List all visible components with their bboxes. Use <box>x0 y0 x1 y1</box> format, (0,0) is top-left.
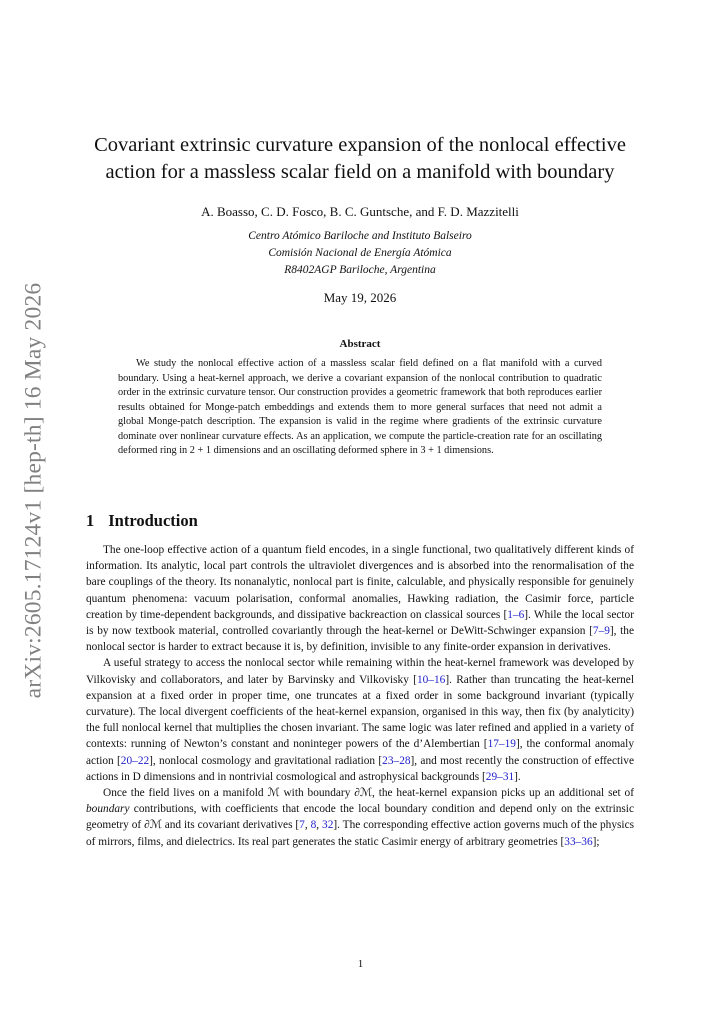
text-run: The one-loop effective action of a quantum field encodes, in a single functional, two qualitatively different kinds of information. Its analytic, local part controls the ultraviolet divergences and is absorbed into the renormalisation of the bare couplings of the theory. Its nonanalytic, nonlocal part is finite, calculable, and physically responsible for genuinely quantum phenomena: vacuum polarisation, conformal anomalies, Hawking radiation, the Casimir force, particle creation by time-dependent backgrounds, and dissipative backreaction on classical sources [ <box>86 544 634 621</box>
section-number: 1 <box>86 511 95 530</box>
date: May 19, 2026 <box>323 290 397 305</box>
text-run: A useful strategy to access the nonlocal sector while remaining within the heat-kernel framework was developed by Vilkovisky and collaborators, and later by Barvinsky and Vilkovisky [ <box>86 657 634 686</box>
paragraph <box>86 542 634 655</box>
affiliation-line: R8402AGP Bariloche, Argentina <box>284 264 436 276</box>
arxiv-id: arXiv:2605.17124v1 [hep-th] 16 May 2026 <box>20 282 47 698</box>
citation-link[interactable]: 7 <box>299 819 305 832</box>
emphasis: boundary <box>86 803 130 816</box>
text-run: Once the field lives on a manifold ℳ with boundary ∂ℳ, the heat-kernel expansion picks up an additional set of <box>103 787 634 800</box>
text-run: ], and most recently the construction of effective actions in D dimensions and in nontrivial cosmological and astrophysical backgrounds [ <box>86 754 634 783</box>
body-text <box>86 542 634 850</box>
text-run: ]. While the local sector is by now textbook material, controlled covariantly through the heat-kernel or DeWitt-Schwinger expansion [ <box>86 608 634 638</box>
text-run: ]; <box>592 835 600 848</box>
citation-link[interactable]: 17–19 <box>487 738 516 751</box>
section-title: Introduction <box>108 511 198 530</box>
paragraph <box>86 655 634 785</box>
citation-link[interactable]: 8 <box>310 819 317 832</box>
text-run: ], the conformal anomaly action [ <box>86 738 635 767</box>
text-run: , <box>304 819 311 832</box>
text-run: ]. <box>514 770 521 783</box>
citation-link[interactable]: 20–22 <box>120 754 150 767</box>
section-heading <box>86 511 198 531</box>
page-number: 1 <box>357 958 364 970</box>
affiliation <box>80 228 640 279</box>
abstract-heading: Abstract <box>339 338 381 350</box>
text-run: , <box>316 819 323 832</box>
citation-link[interactable]: 33–36 <box>564 835 593 848</box>
citation-link[interactable]: 29–31 <box>485 770 515 783</box>
arxiv-stamp <box>14 282 54 698</box>
affiliation-line: Comisión Nacional de Energía Atómica <box>268 247 452 259</box>
citation-link[interactable]: 10–16 <box>416 673 446 686</box>
text-run: ]. The corresponding effective action governs much of the physics of mirrors, films, and dielectrics. Its real part generates the static Casimir energy of arbitrary geometries [ <box>86 819 635 848</box>
citation-link[interactable]: 32 <box>322 819 334 832</box>
text-run: ], the nonlocal sector is harder to extract because it is, by definition, invisible to any finite-order expansion in derivatives. <box>86 625 635 654</box>
citation-link[interactable]: 7–9 <box>592 625 610 638</box>
paper-title: Covariant extrinsic curvature expansion of the nonlocal effective action for a massless scalar field on a manifold with boundary <box>94 134 626 183</box>
abstract-text: We study the nonlocal effective action of a massless scalar field defined on a flat manifold with a curved boundary. Using a heat-kernel approach, we derive a covariant expansion of the nonlocal contribution to quadratic order in the extrinsic curvature tensor. Our construction provides a geometric framework that both reproduces earlier results obtained for Monge-patch embeddings and extends them to more general surfaces that need not admit a global Monge-patch description. The expansion is valid in the regime where gradients of the extrinsic curvature dominate over nonlinear curvature effects. As an application, we compute the particle-creation rate for an oscillating deformed ring in 2 + 1 dimensions and an oscillating deformed sphere in 3 + 1 dimensions. <box>118 358 602 456</box>
citation-link[interactable]: 1–6 <box>507 608 525 621</box>
paragraph <box>86 785 634 850</box>
text-run: ], nonlocal cosmology and gravitational radiation [ <box>149 754 383 767</box>
text-run: ]. Rather than truncating the heat-kernel expansion at a fixed order in proper time, one truncates at a fixed order in some background invariant (typically curvature). The local divergent coefficients of the heat-kernel expansion, organised in this way, then fix (by analyticity) the full nonlocal kernel that multiplies the chosen invariant. The same logic was later refined and applied in a variety of contexts: running of Newton’s constant and noninteger powers of the d’Alembertian [ <box>86 673 634 751</box>
authors: A. Boasso, C. D. Fosco, B. C. Guntsche, and F. D. Mazzitelli <box>201 204 519 219</box>
affiliation-line: Centro Atómico Bariloche and Instituto Balseiro <box>248 230 472 242</box>
text-run: contributions, with coefficients that encode the local boundary condition and depend only on the extrinsic geometry of ∂ℳ and its covariant derivatives [ <box>86 803 634 832</box>
citation-link[interactable]: 23–28 <box>382 754 411 767</box>
